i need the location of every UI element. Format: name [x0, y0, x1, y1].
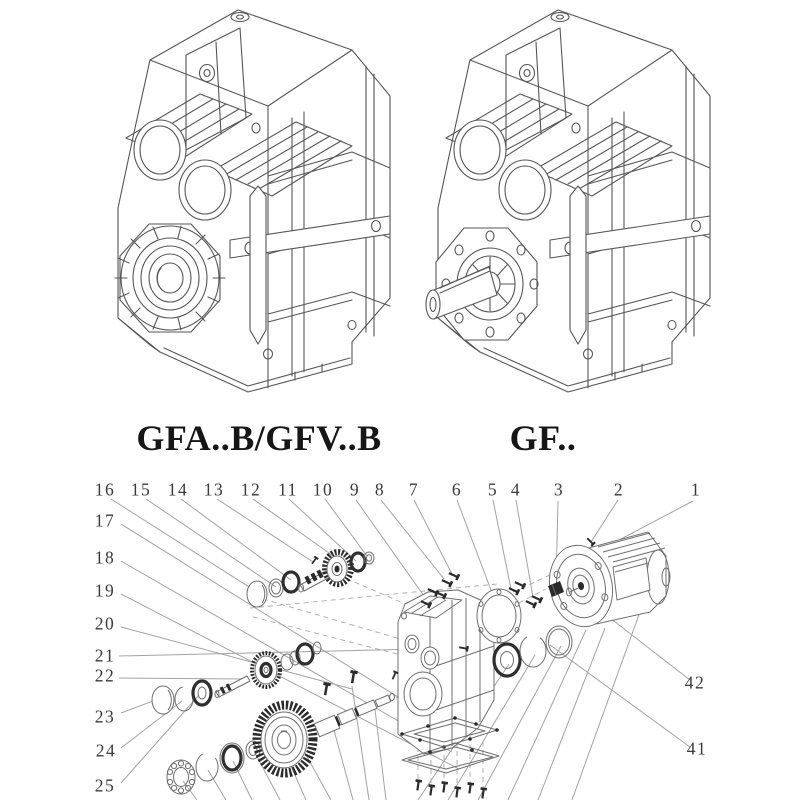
part-snap-ring	[520, 635, 546, 667]
callout-number: 7	[408, 479, 420, 500]
callout-number: 10	[312, 479, 334, 500]
callout-number: 23	[94, 706, 116, 727]
hollow-shaft-hub	[115, 224, 225, 332]
callout-number: 17	[94, 510, 116, 531]
part-motor	[542, 532, 670, 633]
callout-number: 24	[95, 740, 117, 761]
callout-number: 20	[94, 613, 116, 634]
callout-number: 21	[94, 645, 116, 666]
callout-number: 14	[167, 479, 189, 500]
callout-number: 3	[553, 479, 565, 500]
callout-number: 25	[94, 775, 116, 796]
callout-number: 15	[130, 479, 152, 500]
callout-number: 1	[690, 479, 702, 500]
part-flange-gasket-ring	[477, 589, 521, 643]
callout-number: 5	[487, 479, 499, 500]
callout-number: 4	[510, 479, 522, 500]
callout-number: 16	[94, 479, 116, 500]
callout-number: 6	[451, 479, 463, 500]
model-label-left: GFA..B/GFV..B	[136, 418, 382, 458]
gearbox-drawing-gfab-gfvb	[115, 10, 390, 392]
callout-number: 11	[278, 479, 298, 500]
callout-number: 18	[94, 547, 116, 568]
gearbox-drawing-gf	[426, 10, 710, 392]
part-bearing-output	[494, 644, 520, 676]
callout-number: 2	[613, 479, 625, 500]
model-label-right: GF..	[509, 418, 577, 458]
part-cluster-output-gear	[167, 705, 313, 794]
callout-number: 12	[240, 479, 262, 500]
exploded-view	[152, 532, 670, 799]
callout-number: 13	[203, 479, 225, 500]
callout-number: 41	[686, 738, 708, 759]
callout-number: 9	[349, 479, 361, 500]
callout-number: 19	[94, 580, 116, 601]
part-o-ring	[546, 626, 572, 658]
callout-number: 42	[684, 672, 706, 693]
callout-number: 8	[374, 479, 386, 500]
callout-number: 22	[94, 665, 116, 686]
